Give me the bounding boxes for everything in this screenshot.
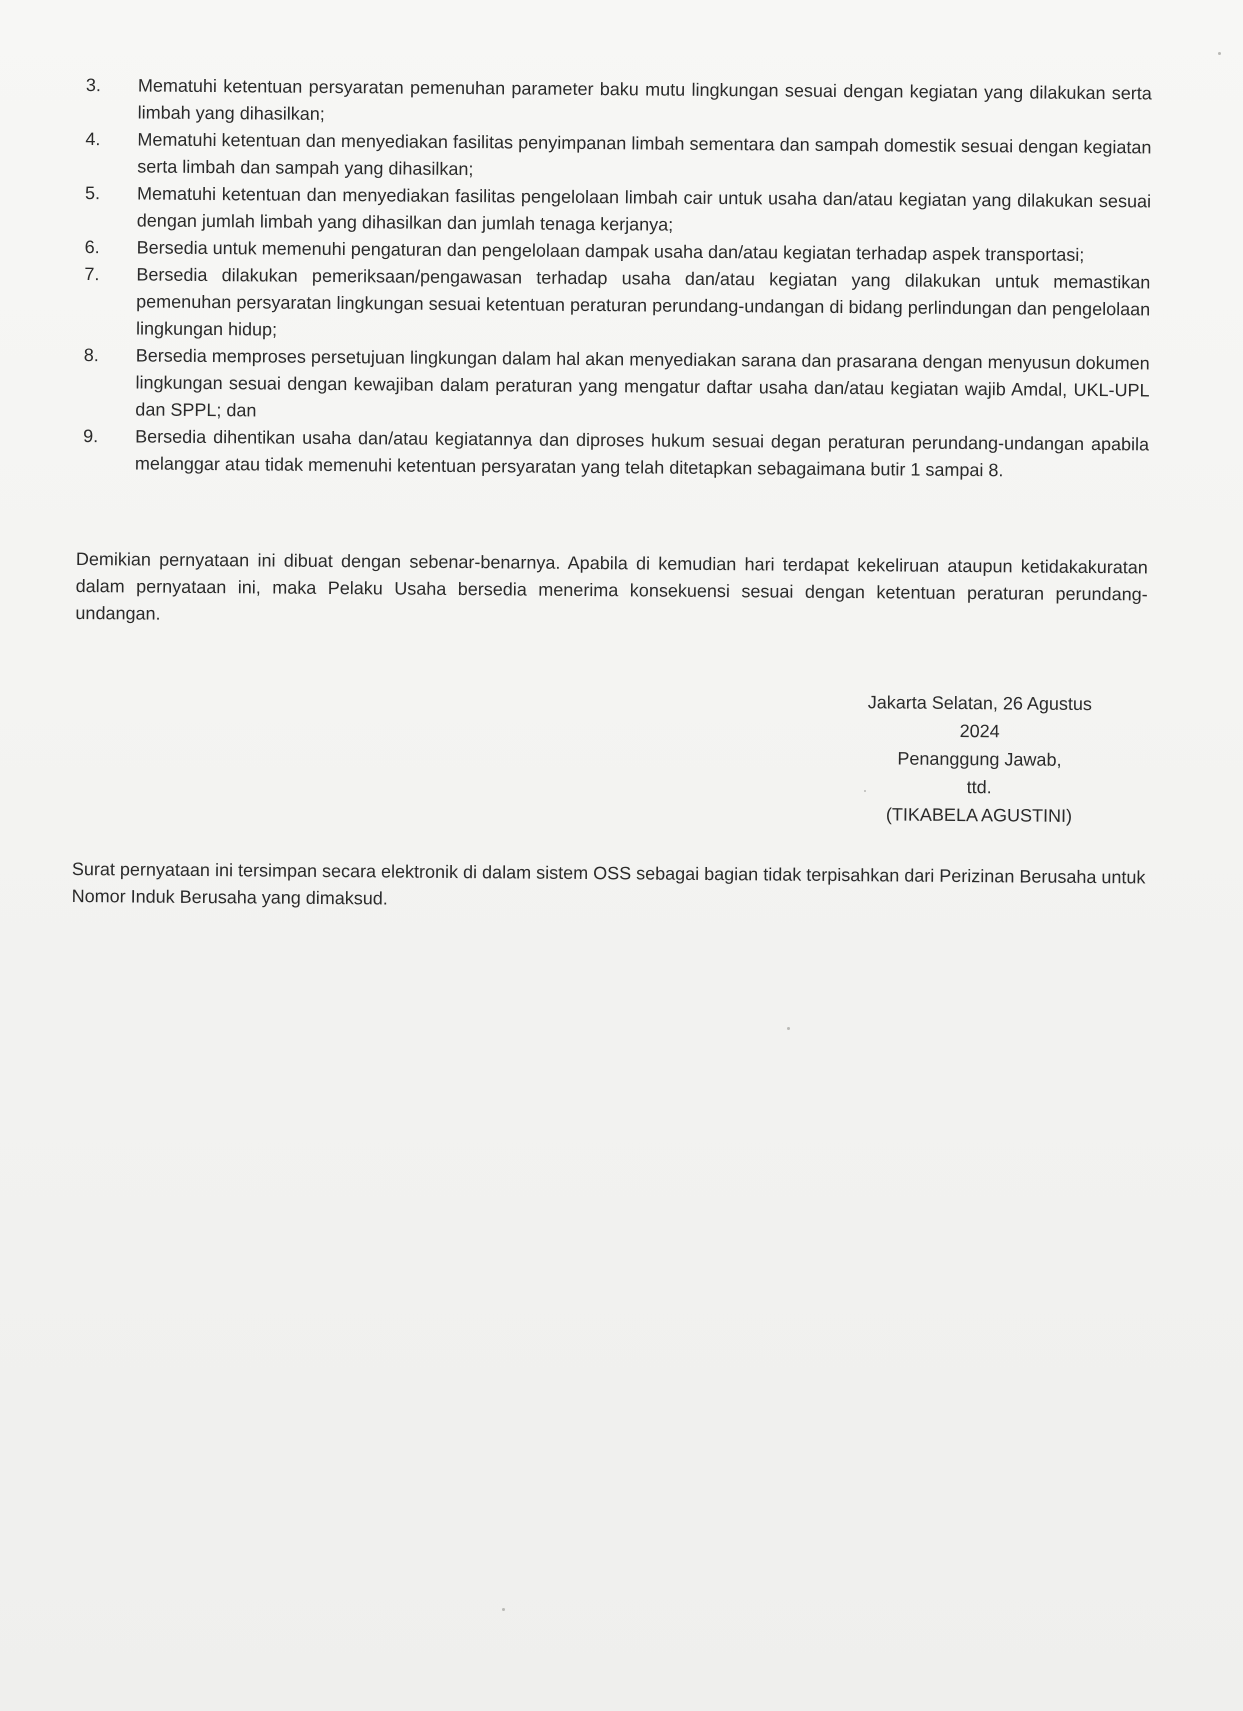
scan-speck-decoration <box>864 790 866 792</box>
list-item-number: 7. <box>84 264 100 285</box>
footer-note: Surat pernyataan ini tersimpan secara elektronik di dalam sistem OSS sebagai bagian tidak terpisahkan dari Perizinan Berusaha untuk Nomor Induk Berusaha yang dimaksud. <box>71 858 1146 909</box>
list-item-text: Bersedia memproses persetujuan lingkungan dalam hal akan menyediakan sarana dan prasarana dengan menyusun dokumen lingkungan sesuai dengan kewajiban dalam peraturan yang mengatur daftar usaha dan/atau kegiatan wajib Amdal, UKL-UPL dan SPPL; dan <box>135 345 1150 421</box>
commitment-list <box>77 72 1152 485</box>
list-item-text: Mematuhi ketentuan dan menyediakan fasilitas penyimpanan limbah sementara dan sampah domestik sesuai dengan kegiatan serta limbah dan sampah yang dihasilkan; <box>137 129 1152 180</box>
list-item-number: 4. <box>85 129 101 150</box>
scan-speck-decoration <box>502 1608 505 1611</box>
closing-paragraph: Demikian pernyataan ini dibuat dengan sebenar-benarnya. Apabila di kemudian hari terdapat kekeliruan ataupun ketidakakuratan dalam pernyataan ini, maka Pelaku Usaha bersedia menerima konsekuensi sesuai dengan ketentuan peraturan perundang-undangan. <box>75 548 1148 624</box>
signature-block <box>829 688 1130 830</box>
list-item <box>80 72 1152 134</box>
signature-place-date: Jakarta Selatan, 26 Agustus <box>867 692 1093 715</box>
signature-role: Penanggung Jawab, <box>897 748 1062 770</box>
list-item-number: 6. <box>84 237 100 258</box>
list-item-text: Bersedia untuk memenuhi pengaturan dan pengelolaan dampak usaha dan/atau kegiatan terhadap aspek transportasi; <box>136 237 1085 265</box>
scan-speck-decoration <box>1218 52 1221 55</box>
list-item <box>78 261 1151 350</box>
list-item-text: Mematuhi ketentuan dan menyediakan fasilitas pengelolaan limbah cair untuk usaha dan/atau kegiatan yang dilakukan sesuai dengan jumlah limbah yang dihasilkan dan jumlah tenaga kerjanya; <box>136 183 1152 235</box>
list-item-number: 9. <box>83 426 99 447</box>
list-item <box>77 423 1149 485</box>
list-item-text: Bersedia dihentikan usaha dan/atau kegiatannya dan diproses hukum sesuai degan peraturan perundang-undangan apabila melanggar atau tidak memenuhi ketentuan persyaratan yang telah ditetapkan sebagaimana butir 1 sampai 8. <box>134 426 1150 481</box>
list-item <box>79 126 1151 188</box>
list-item-number: 8. <box>83 345 99 366</box>
scan-speck-decoration <box>787 1027 790 1030</box>
signature-year: 2024 <box>959 721 1000 742</box>
list-item <box>79 180 1151 242</box>
list-item <box>77 342 1150 431</box>
signature-name: (TIKABELA AGUSTINI) <box>885 804 1073 826</box>
list-item-number: 5. <box>84 183 101 204</box>
list-item-text: Bersedia dilakukan pemeriksaan/pengawasan terhadap usaha dan/atau kegiatan yang dilakukan untuk memastikan pemenuhan persyaratan lingkungan sesuai ketentuan peraturan perundang-undangan di bidang perlindungan dan pengelolaan lingkungan hidup; <box>135 264 1151 340</box>
signature-signed-mark: ttd. <box>966 777 992 798</box>
list-item-text: Mematuhi ketentuan persyaratan pemenuhan parameter baku mutu lingkungan sesuai dengan kegiatan yang dilakukan serta limbah yang dihasilkan; <box>137 75 1152 124</box>
list-item-number: 3. <box>85 75 101 96</box>
